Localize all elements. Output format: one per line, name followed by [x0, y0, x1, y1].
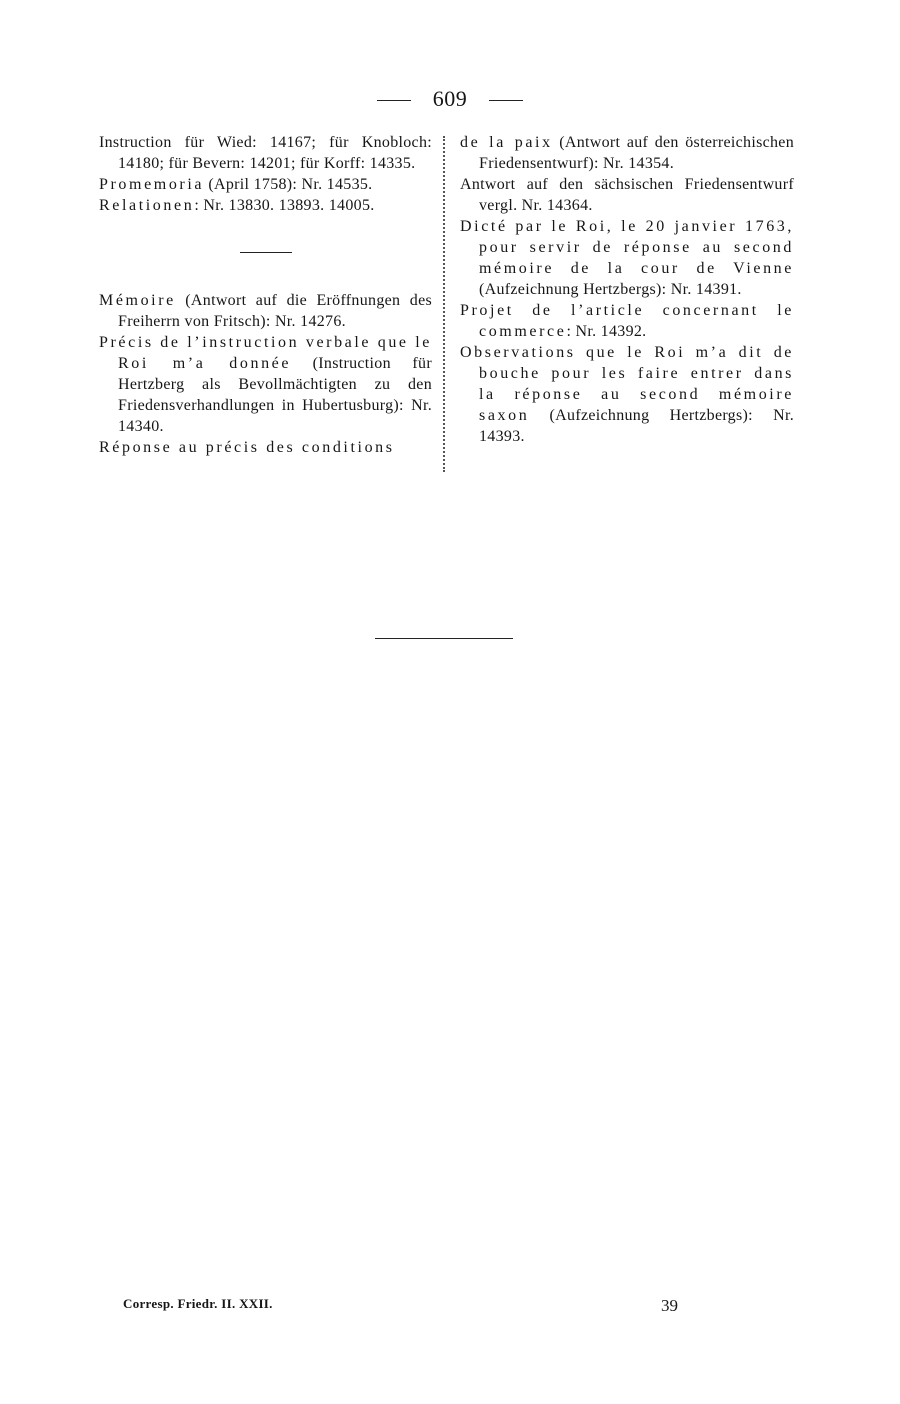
index-entry: Mémoire (Antwort auf die Eröffnungen des Freiherrn von Fritsch): Nr. 14276. [99, 292, 432, 330]
index-entry: de la paix (Antwort auf den österreichischen Friedensentwurf): Nr. 14354. [460, 134, 794, 172]
page-number-header [0, 86, 900, 112]
index-entry: Projet de l’article concernant le commerce: Nr. 14392. [460, 302, 794, 340]
index-entry: Antwort auf den sächsischen Friedensentwurf vergl. Nr. 14364. [460, 176, 794, 214]
footer-sheet-number: 39 [661, 1296, 678, 1315]
header-dash-right [489, 100, 523, 101]
section-divider-rule [240, 252, 292, 253]
right-column [460, 132, 794, 447]
index-entry: Précis de l’instruction verbale que le Roi m’a donnée (Instruction für Hertzberg als Bevollmächtigten zu den Friedensverhandlungen in Hubertusburg): Nr. 14340. [99, 334, 432, 435]
index-entry: Promemoria (April 1758): Nr. 14535. [99, 176, 373, 193]
header-dash-left [377, 100, 411, 101]
index-entry: Observations que le Roi m’a dit de bouche pour les faire entrer dans la réponse au second mémoire saxon (Aufzeichnung Hertzbergs): Nr. 14393. [460, 344, 794, 445]
end-of-section-rule [375, 638, 513, 639]
left-column [99, 132, 432, 458]
index-entry: Instruction für Wied: 14167; für Knobloch: 14180; für Bevern: 14201; für Korff: 14335. [99, 134, 432, 172]
column-divider-dotted [443, 136, 445, 472]
index-entry: Relationen: Nr. 13830. 13893. 14005. [99, 197, 375, 214]
footer-signature: Corresp. Friedr. II. XXII. [123, 1296, 273, 1311]
index-entry: Dicté par le Roi, le 20 janvier 1763, pour servir de réponse au second mémoire de la cour de Vienne (Aufzeichnung Hertzbergs): Nr. 14391. [460, 218, 794, 298]
index-entry: Réponse au précis des conditions [99, 439, 395, 456]
page-number: 609 [432, 86, 468, 111]
